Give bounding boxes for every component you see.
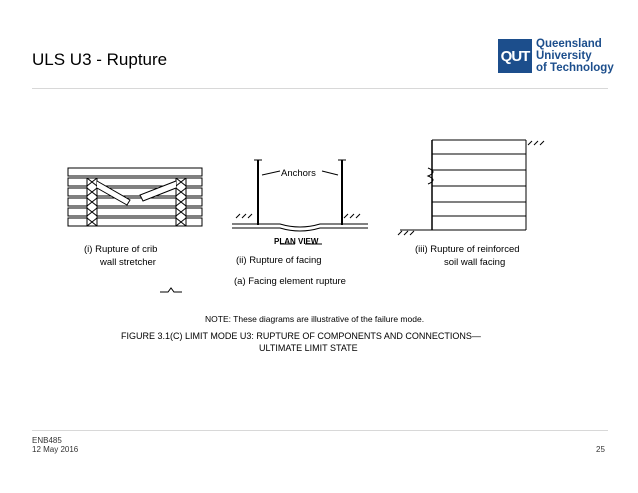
caption-line2: ULTIMATE LIMIT STATE: [259, 343, 358, 353]
reinforced-wall-diagram: [398, 140, 544, 235]
caption-line1: FIGURE 3.1(C) LIMIT MODE U3: RUPTURE OF COMPONENTS AND CONNECTIONS—: [121, 331, 481, 341]
label-i-line2: wall stretcher: [100, 257, 156, 268]
footer-divider: [32, 430, 608, 431]
break-mark: [160, 288, 182, 292]
crib-wall-diagram: [68, 168, 202, 226]
logo-line-1: Queensland: [536, 38, 602, 50]
label-iii-line1: (iii) Rupture of reinforced: [415, 244, 520, 255]
logo-line-3: of Technology: [536, 62, 614, 74]
slide-date: 12 May 2016: [32, 445, 79, 454]
label-a: (a) Facing element rupture: [234, 276, 346, 287]
figure-note: NOTE: These diagrams are illustrative of the failure mode.: [205, 314, 425, 324]
anchors-label: Anchors: [281, 168, 316, 179]
label-ii: (ii) Rupture of facing: [236, 255, 322, 266]
course-code: ENB485: [32, 436, 62, 445]
qut-logo-mark: QUT: [498, 39, 532, 73]
label-i-line1: (i) Rupture of crib: [84, 244, 158, 255]
logo-line-2: University: [536, 50, 592, 62]
page-number: 25: [596, 445, 605, 454]
label-iii-line2: soil wall facing: [444, 257, 506, 268]
plan-view-label: PLAN VIEW: [274, 237, 319, 246]
slide-title: ULS U3 - Rupture: [32, 50, 168, 69]
